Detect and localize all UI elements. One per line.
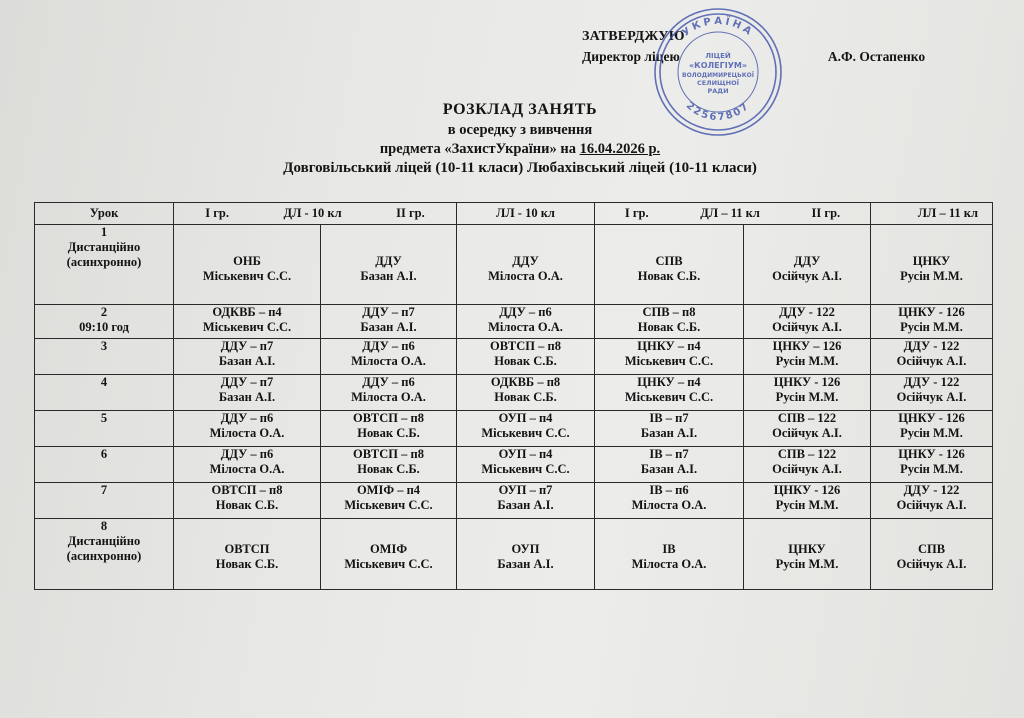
subject: ОДКВБ – п8 (490, 375, 561, 389)
lesson-note: Дистанційно (67, 240, 141, 254)
lesson-cell (35, 339, 174, 375)
subject: ОУП – п4 (498, 447, 553, 461)
schedule-cell (321, 305, 457, 339)
subject: ДДУ (375, 253, 402, 268)
teacher: Осійчук А.І. (772, 426, 842, 440)
schedule-cell (744, 447, 871, 483)
teacher: Міськевич С.С. (202, 268, 292, 283)
subject: ДДУ – п7 (220, 375, 274, 389)
teacher: Осійчук А.І. (896, 557, 967, 571)
lesson-number: 6 (100, 447, 108, 461)
teacher: Русін М.М. (775, 354, 839, 368)
header-lesson: Урок (35, 203, 174, 225)
schedule-cell (174, 411, 321, 447)
teacher: Осійчук А.І. (772, 320, 842, 334)
table-row (35, 375, 993, 411)
schedule-date: 16.04.2026 р. (579, 141, 661, 157)
schedule-cell (321, 483, 457, 519)
lesson-note: (асинхронно) (66, 549, 142, 563)
teacher: Мілоста О.А. (351, 354, 426, 368)
subject: ОНБ (233, 253, 261, 268)
subject: ДДУ - 122 (903, 375, 960, 389)
subject: ОМІФ (369, 542, 408, 556)
stamp-code: 22567807 (683, 100, 753, 124)
schedule-cell (457, 305, 595, 339)
subject: ДДУ – п6 (220, 447, 274, 461)
teacher: Новак С.Б. (637, 320, 701, 334)
header-dl10-group2: ІІ гр. (396, 206, 425, 220)
teacher: Базан А.І. (218, 390, 276, 404)
teacher: Русін М.М. (900, 426, 963, 440)
lesson-cell (35, 483, 174, 519)
subject: СПВ – п8 (642, 305, 696, 319)
table-row (35, 305, 993, 339)
teacher: Базан А.І. (218, 354, 276, 368)
lesson-number: 8 (100, 519, 108, 533)
teacher: Новак С.Б. (357, 426, 420, 440)
schedule-cell (871, 375, 993, 411)
stamp-line3: ВОЛОДИМИРЕЦЬКОЇ (682, 72, 754, 79)
subject: ОВТСП – п8 (353, 411, 424, 425)
subject: ЦНКУ – 126 (772, 339, 842, 353)
teacher: Новак С.Б. (215, 557, 279, 571)
header-dl10 (174, 203, 457, 225)
schedule-cell (321, 375, 457, 411)
subject: ЦНКУ - 126 (898, 447, 965, 461)
teacher: Мілоста О.А. (209, 426, 285, 440)
teacher: Новак С.Б. (357, 462, 420, 476)
subject: ІВ – п6 (649, 483, 689, 497)
subject: ОУП – п7 (498, 483, 553, 497)
teacher: Міськевич С.С. (481, 462, 570, 476)
schedule-table (34, 202, 993, 590)
stamp-line4: СЕЛИЩНОЇ (696, 79, 740, 87)
teacher: Осійчук А.І. (896, 498, 967, 512)
schedule-cell (174, 305, 321, 339)
schedule-cell (174, 225, 321, 305)
subject: ОВТСП – п8 (353, 447, 424, 461)
schedule-cell (174, 375, 321, 411)
teacher: Мілоста О.А. (488, 320, 563, 334)
header-dl11 (595, 203, 871, 225)
lesson-cell (35, 411, 174, 447)
subject: ОВТСП – п8 (211, 483, 283, 497)
schedule-cell (595, 483, 744, 519)
schedule-cell (457, 519, 595, 590)
subject: ЦНКУ – п4 (637, 375, 701, 389)
approval-position: Директор ліцею (582, 49, 680, 64)
header-ll10: ЛЛ - 10 кл (457, 203, 595, 225)
lesson-number: 7 (100, 483, 108, 497)
teacher: Базан А.І. (497, 498, 554, 512)
subject: ОВТСП (224, 542, 270, 556)
teacher: Базан А.І. (360, 320, 417, 334)
schedule-cell (871, 519, 993, 590)
table-row (35, 225, 993, 305)
header-dl11-group2: ІІ гр. (811, 206, 841, 220)
teacher: Русін М.М. (775, 390, 839, 404)
table-row (35, 339, 993, 375)
schedule-cell (321, 339, 457, 375)
subject: ДДУ – п6 (362, 375, 415, 389)
schedule-cell (744, 483, 871, 519)
schedule-cell (744, 519, 871, 590)
teacher: Базан А.І. (497, 557, 554, 571)
teacher: Базан А.І. (640, 426, 698, 440)
schedule-cell (871, 225, 993, 305)
schedule-cell (595, 305, 744, 339)
schedule-cell (871, 447, 993, 483)
schedule-cell (321, 447, 457, 483)
schedule-cell (744, 305, 871, 339)
header-ll11: ЛЛ – 11 кл (871, 203, 993, 225)
schedule-cell (744, 375, 871, 411)
lesson-time: 09:10 год (79, 320, 129, 334)
teacher: Русін М.М. (900, 268, 963, 283)
subject: СПВ – 122 (777, 447, 837, 461)
subject: ІВ (662, 542, 676, 556)
teacher: Міськевич С.С. (624, 390, 714, 404)
subject: ДДУ - 122 (779, 305, 835, 319)
table-row (35, 519, 993, 590)
schedule-cell (174, 519, 321, 590)
schedule-cell (871, 305, 993, 339)
lesson-number: 1 (100, 225, 108, 239)
teacher: Осійчук А.І. (772, 268, 842, 283)
subject: ОДКВБ – п4 (212, 305, 282, 319)
schedule-cell (871, 411, 993, 447)
lesson-number: 4 (100, 375, 108, 389)
schedule-cell (321, 225, 457, 305)
teacher: Новак С.Б. (637, 268, 701, 283)
subject: ЦНКУ - 126 (773, 483, 841, 497)
subject: ЦНКУ - 126 (773, 375, 841, 389)
teacher: Русін М.М. (900, 320, 963, 334)
subject: ОМІФ – п4 (356, 483, 421, 497)
lesson-note: Дистанційно (67, 534, 141, 548)
subject: ОВТСП – п8 (490, 339, 561, 353)
header-dl10-name: ДЛ - 10 кл (283, 206, 342, 220)
lesson-cell (35, 519, 174, 590)
schedule-schools: Довговільський ліцей (10-11 класи) Любахівський ліцей (10-11 класи) (283, 160, 757, 176)
schedule-cell (744, 411, 871, 447)
subject: ІВ – п7 (649, 411, 689, 425)
subject-prefix: предмета «ЗахистУкраїни» на (379, 141, 580, 157)
teacher: Русін М.М. (775, 498, 839, 512)
schedule-cell (871, 339, 993, 375)
schedule-cell (174, 447, 321, 483)
lesson-number: 3 (100, 339, 108, 353)
schedule-cell (457, 447, 595, 483)
teacher: Новак С.Б. (494, 354, 557, 368)
schedule-cell (595, 339, 744, 375)
teacher: Міськевич С.С. (481, 426, 570, 440)
lesson-note: (асинхронно) (66, 255, 142, 269)
schedule-cell (321, 519, 457, 590)
stamp-line5: РАДИ (707, 87, 729, 95)
approval-signer: А.Ф. Остапенко (827, 49, 926, 64)
teacher: Мілоста О.А. (631, 557, 707, 571)
subject: ОУП – п4 (498, 411, 553, 425)
lesson-cell (35, 447, 174, 483)
subject: ОУП (511, 542, 540, 556)
subject: ЦНКУ (788, 542, 826, 556)
schedule-cell (457, 375, 595, 411)
teacher: Базан А.І. (360, 268, 417, 283)
schedule-cell (595, 447, 744, 483)
schedule-cell (457, 483, 595, 519)
subject: ЦНКУ - 126 (898, 411, 965, 425)
subject: ДДУ (512, 253, 539, 268)
schedule-cell (174, 483, 321, 519)
lesson-number: 2 (100, 305, 108, 319)
subject: ДДУ - 122 (903, 483, 960, 497)
lesson-cell (35, 305, 174, 339)
table-row (35, 483, 993, 519)
subject: ЦНКУ – п4 (637, 339, 701, 353)
stamp-outer-text: УКРАЇНА (680, 15, 756, 40)
lesson-cell (35, 375, 174, 411)
stamp-line2: «КОЛЕГІУМ» (689, 61, 747, 70)
teacher: Міськевич С.С. (344, 498, 433, 512)
schedule-cell (744, 339, 871, 375)
subject: ІВ – п7 (649, 447, 689, 461)
schedule-cell (595, 411, 744, 447)
subject: ДДУ – п6 (362, 339, 415, 353)
teacher: Мілоста О.А. (209, 462, 285, 476)
schedule-cell (321, 411, 457, 447)
subject: ДДУ - 122 (903, 339, 960, 353)
schedule-subtitle: в осередку з вивчення (447, 122, 593, 138)
header-dl11-group1: І гр. (624, 206, 649, 220)
stamp-line1: ЛІЦЕЙ (705, 52, 731, 60)
schedule-cell (744, 225, 871, 305)
teacher: Мілоста О.А. (488, 268, 563, 283)
schedule-cell (457, 411, 595, 447)
teacher: Новак С.Б. (215, 498, 279, 512)
header-dl10-group1: І гр. (205, 206, 229, 220)
teacher: Міськевич С.С. (344, 557, 433, 571)
subject: ДДУ – п6 (499, 305, 552, 319)
svg-text:УКРАЇНА (680, 14, 755, 39)
subject: ДДУ – п7 (220, 339, 274, 353)
schedule-cell (595, 225, 744, 305)
teacher: Осійчук А.І. (896, 354, 967, 368)
subject: СПВ – 122 (777, 411, 837, 425)
subject: СПВ (917, 542, 946, 556)
teacher: Базан А.І. (640, 462, 698, 476)
schedule-cell (457, 339, 595, 375)
lesson-number: 5 (100, 411, 108, 425)
subject: ДДУ – п7 (362, 305, 415, 319)
teacher: Русін М.М. (900, 462, 963, 476)
teacher: Русін М.М. (775, 557, 839, 571)
teacher: Міськевич С.С. (202, 320, 292, 334)
subject: ДДУ – п6 (220, 411, 274, 425)
schedule-cell (595, 375, 744, 411)
teacher: Мілоста О.А. (631, 498, 707, 512)
schedule-cell (871, 483, 993, 519)
teacher: Мілоста О.А. (351, 390, 426, 404)
lesson-cell (35, 225, 174, 305)
subject: СПВ (655, 253, 683, 268)
teacher: Осійчук А.І. (772, 462, 842, 476)
header-dl11-name: ДЛ – 11 кл (700, 206, 760, 220)
schedule-cell (595, 519, 744, 590)
header-row (35, 203, 993, 225)
schedule-subject-line (0, 141, 1024, 158)
approval-title: ЗАТВЕРДЖУЮ (582, 29, 685, 44)
teacher: Міськевич С.С. (624, 354, 714, 368)
table-row (35, 411, 993, 447)
subject: ДДУ (793, 253, 821, 268)
schedule-cell (457, 225, 595, 305)
subject: ЦНКУ - 126 (898, 305, 965, 319)
schedule-title: РОЗКЛАД ЗАНЯТЬ (442, 101, 598, 118)
schedule-cell (174, 339, 321, 375)
table-row (35, 447, 993, 483)
subject: ЦНКУ (912, 253, 951, 268)
teacher: Осійчук А.І. (896, 390, 967, 404)
teacher: Новак С.Б. (494, 390, 557, 404)
